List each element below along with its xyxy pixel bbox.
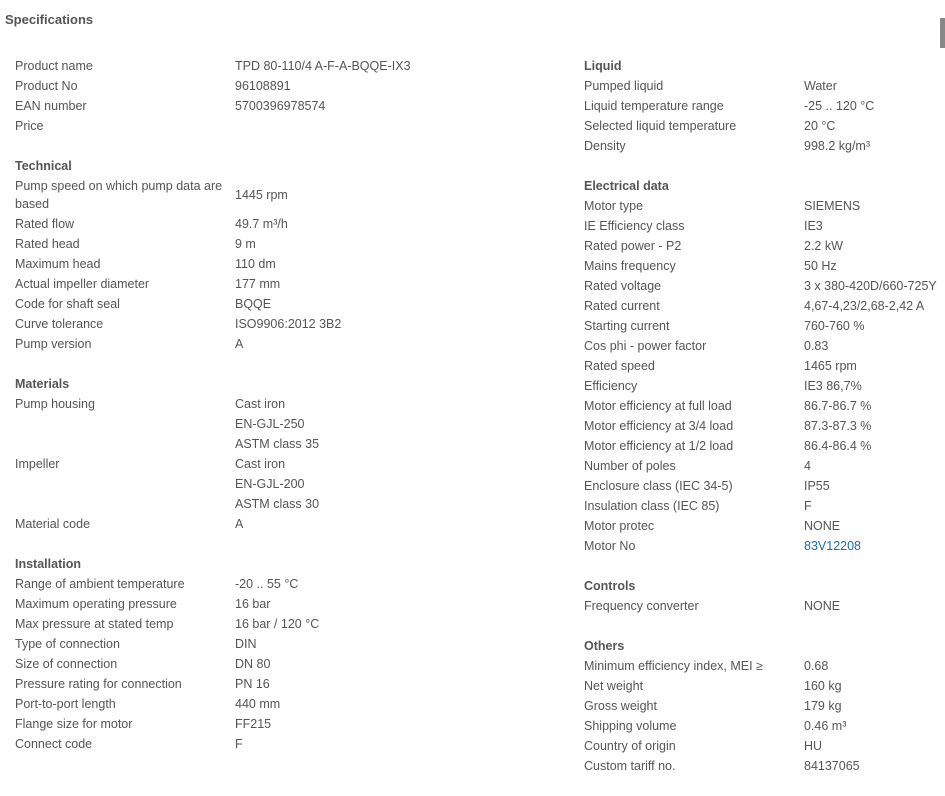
spec-label: IE Efficiency class (584, 219, 685, 233)
spec-row (15, 734, 560, 754)
spec-row (584, 756, 945, 776)
spec-row (584, 356, 945, 376)
spec-value: HU (804, 739, 823, 753)
spec-value: DIN (235, 637, 257, 651)
spec-value-line: ASTM class 35 (235, 437, 320, 451)
spec-value-line: EN-GJL-250 (235, 417, 305, 431)
spec-label: Pump housing (15, 397, 95, 411)
spec-row (584, 296, 945, 316)
spec-label: Number of poles (584, 459, 676, 473)
spec-row (584, 736, 945, 756)
spec-value-line: Cast iron (235, 457, 286, 471)
spec-value: 96108891 (235, 79, 291, 93)
section-title-others: Others (584, 639, 625, 653)
spec-value: NONE (804, 519, 841, 533)
spec-label: Efficiency (584, 379, 638, 393)
spec-label: Pressure rating for connection (15, 677, 182, 691)
spec-label: Port-to-port length (15, 697, 116, 711)
spec-value: ISO9906:2012 3B2 (235, 317, 342, 331)
spec-value: 49.7 m³/h (235, 217, 288, 231)
spec-value: 5700396978574 (235, 99, 326, 113)
spec-row (15, 234, 560, 254)
spec-row (15, 314, 560, 334)
spec-row (15, 214, 560, 234)
spec-label: Motor type (584, 199, 644, 213)
spec-value-line: EN-GJL-200 (235, 477, 305, 491)
spec-row (15, 274, 560, 294)
spec-value: 16 bar / 120 °C (235, 617, 320, 631)
spec-row (15, 334, 560, 354)
spec-label: Selected liquid temperature (584, 119, 737, 133)
spec-row (584, 656, 945, 676)
spec-row (584, 116, 945, 136)
motor-no-link[interactable]: 83V12208 (804, 539, 862, 553)
section-title-technical: Technical (15, 159, 72, 173)
materials-section (15, 374, 560, 534)
spec-row-product-name (15, 56, 560, 76)
spec-value: 0.68 (804, 659, 829, 673)
section-title-liquid: Liquid (584, 59, 622, 73)
spec-value: F (235, 737, 243, 751)
spec-value: 998.2 kg/m³ (804, 139, 871, 153)
spec-row (584, 316, 945, 336)
spec-label: Type of connection (15, 637, 120, 651)
spec-value: 86.4-86.4 % (804, 439, 872, 453)
spec-label: Range of ambient temperature (15, 577, 185, 591)
page-title: Specifications (5, 12, 94, 27)
spec-value: 87.3-87.3 % (804, 419, 872, 433)
spec-value: TPD 80-110/4 A-F-A-BQQE-IX3 (235, 59, 411, 73)
spec-value: FF215 (235, 717, 272, 731)
spec-row (584, 336, 945, 356)
spec-row (584, 416, 945, 436)
spec-row (584, 676, 945, 696)
spec-row (584, 76, 945, 96)
section-title-materials: Materials (15, 377, 70, 391)
spec-row (15, 294, 560, 314)
spec-value: 440 mm (235, 697, 281, 711)
spec-row (584, 596, 945, 616)
spec-row (584, 396, 945, 416)
spec-label: Rated head (15, 237, 80, 251)
spec-value: NONE (804, 599, 841, 613)
spec-row (15, 614, 560, 634)
spec-row-product-no (15, 76, 560, 96)
spec-value: 84137065 (804, 759, 860, 773)
spec-label: Maximum operating pressure (15, 597, 177, 611)
spec-value: 110 dm (235, 257, 276, 271)
spec-row (584, 276, 945, 296)
electrical-section (584, 176, 945, 556)
spec-row (584, 436, 945, 456)
spec-label: Motor efficiency at full load (584, 399, 732, 413)
spec-label: Custom tariff no. (584, 759, 676, 773)
section-title-electrical: Electrical data (584, 179, 669, 193)
spec-value: 760-760 % (804, 319, 865, 333)
spec-value: PN 16 (235, 677, 270, 691)
spec-row (15, 254, 560, 274)
spec-label: Motor efficiency at 3/4 load (584, 419, 734, 433)
left-spec-column (15, 56, 560, 774)
spec-value: 177 mm (235, 277, 281, 291)
spec-value: 16 bar (235, 597, 271, 611)
spec-label: Pump version (15, 337, 92, 351)
spec-row-material-code (15, 514, 560, 534)
spec-value: 1445 rpm (235, 188, 288, 202)
spec-value-line: Cast iron (235, 397, 286, 411)
spec-label: Density (584, 139, 626, 153)
scrollbar-thumb[interactable] (940, 18, 945, 48)
spec-value: A (235, 337, 244, 351)
spec-label: Motor protec (584, 519, 655, 533)
spec-value: 20 °C (804, 119, 836, 133)
installation-section (15, 554, 560, 754)
spec-label: Shipping volume (584, 719, 677, 733)
controls-section (584, 576, 945, 616)
section-title-controls: Controls (584, 579, 636, 593)
spec-row (15, 594, 560, 614)
spec-label: Enclosure class (IEC 34-5) (584, 479, 733, 493)
spec-label: Price (15, 119, 44, 133)
spec-label: Rated voltage (584, 279, 662, 293)
spec-row-motor-no (584, 536, 945, 556)
others-section (584, 636, 945, 776)
spec-row (15, 674, 560, 694)
spec-label: Connect code (15, 737, 93, 751)
spec-value: Water (804, 79, 837, 93)
spec-label: Cos phi - power factor (584, 339, 707, 353)
technical-section (15, 156, 560, 354)
spec-label: Code for shaft seal (15, 297, 120, 311)
spec-label: Starting current (584, 319, 670, 333)
spec-row (15, 694, 560, 714)
spec-row (584, 236, 945, 256)
spec-value: 179 kg (804, 699, 842, 713)
spec-value (235, 394, 319, 454)
spec-row (584, 216, 945, 236)
spec-row (15, 634, 560, 654)
spec-label: Actual impeller diameter (15, 277, 150, 291)
spec-value: DN 80 (235, 657, 271, 671)
right-spec-column (584, 56, 945, 796)
spec-label: Rated current (584, 299, 660, 313)
spec-label: EAN number (15, 99, 87, 113)
spec-label: Max pressure at stated temp (15, 617, 174, 631)
spec-label: Gross weight (584, 699, 657, 713)
spec-row-impeller (15, 454, 560, 514)
spec-label: Curve tolerance (15, 317, 104, 331)
spec-value: 50 Hz (804, 259, 837, 273)
spec-label: Net weight (584, 679, 644, 693)
spec-row (584, 256, 945, 276)
spec-label: Product No (15, 79, 78, 93)
spec-label: Material code (15, 517, 91, 531)
spec-label: Motor No (584, 539, 636, 553)
spec-label: Country of origin (584, 739, 676, 753)
spec-value: 3 x 380-420D/660-725Y (804, 279, 937, 293)
liquid-section (584, 56, 945, 156)
spec-label: Rated flow (15, 217, 75, 231)
spec-row (15, 654, 560, 674)
spec-value: F (804, 499, 812, 513)
spec-value: 9 m (235, 237, 256, 251)
spec-label: Motor efficiency at 1/2 load (584, 439, 734, 453)
spec-label: Product name (15, 59, 93, 73)
spec-row (584, 456, 945, 476)
spec-value: IP55 (804, 479, 830, 493)
spec-value-line: ASTM class 30 (235, 497, 320, 511)
spec-label: Mains frequency (584, 259, 676, 273)
spec-label: Impeller (15, 457, 60, 471)
spec-row (584, 196, 945, 216)
spec-row (15, 176, 560, 214)
spec-value: 0.83 (804, 339, 829, 353)
spec-value: 2.2 kW (804, 239, 843, 253)
general-section (15, 56, 560, 136)
spec-row-ean (15, 96, 560, 116)
spec-label: Frequency converter (584, 599, 699, 613)
spec-row-price (15, 116, 560, 136)
section-title-installation: Installation (15, 557, 81, 571)
spec-label: Pumped liquid (584, 79, 664, 93)
spec-value: IE3 (804, 219, 823, 233)
spec-label: Insulation class (IEC 85) (584, 499, 720, 513)
spec-row (584, 496, 945, 516)
spec-value: 86.7-86.7 % (804, 399, 872, 413)
spec-value: 4,67-4,23/2,68-2,42 A (804, 299, 925, 313)
spec-row (584, 716, 945, 736)
spec-value (804, 536, 861, 556)
spec-row-pump-housing (15, 394, 560, 454)
spec-row (584, 476, 945, 496)
spec-label: Rated speed (584, 359, 655, 373)
spec-value: 0.46 m³ (804, 719, 847, 733)
spec-row (584, 96, 945, 116)
spec-label: Flange size for motor (15, 717, 133, 731)
spec-row (584, 516, 945, 536)
spec-label: Pump speed on which pump data are based (15, 179, 223, 211)
spec-row (584, 696, 945, 716)
spec-value: -20 .. 55 °C (235, 577, 299, 591)
spec-label: Liquid temperature range (584, 99, 724, 113)
spec-value: IE3 86,7% (804, 379, 862, 393)
spec-row (15, 574, 560, 594)
spec-row (584, 376, 945, 396)
spec-label: Rated power - P2 (584, 239, 682, 253)
spec-label: Minimum efficiency index, MEI ≥ (584, 659, 763, 673)
spec-label: Size of connection (15, 657, 118, 671)
spec-value: 1465 rpm (804, 359, 857, 373)
spec-label: Maximum head (15, 257, 101, 271)
spec-value: SIEMENS (804, 199, 861, 213)
spec-value: BQQE (235, 297, 272, 311)
spec-value: A (235, 517, 244, 531)
spec-row (15, 714, 560, 734)
spec-value: 4 (804, 459, 811, 473)
spec-row (584, 136, 945, 156)
spec-value: -25 .. 120 °C (804, 99, 875, 113)
spec-value (235, 454, 319, 514)
spec-value: 160 kg (804, 679, 842, 693)
